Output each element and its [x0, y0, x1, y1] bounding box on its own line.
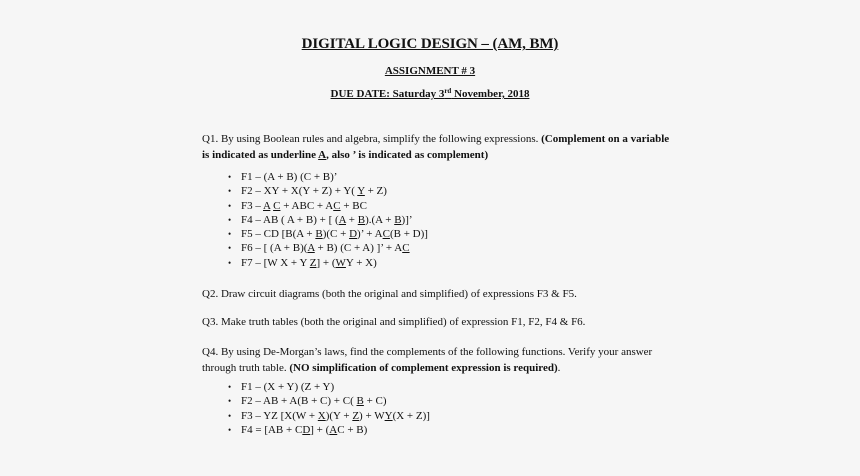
expression-text: ] + ( — [316, 256, 336, 269]
question-1-text: Q1. By using Boolean rules and algebra, simplify the following expressions. — [202, 133, 542, 145]
expression-text: ] + ( — [310, 423, 330, 436]
question-4-note: (NO simplification of complement expression is required) — [289, 362, 558, 374]
expression-text: C + B) — [337, 423, 368, 436]
expression-text: F1 – (A + B) (C + B)’ — [241, 171, 338, 183]
expression-text: ).(A + — [365, 213, 395, 226]
complemented-variable: D — [302, 423, 311, 436]
complemented-variable: A — [338, 213, 347, 226]
expression-item — [228, 423, 430, 437]
expression-text: F1 – (X + Y) (Z + Y) — [241, 381, 335, 393]
expression-item — [228, 394, 430, 408]
bullet-icon: • — [228, 396, 232, 407]
expression-item — [228, 241, 428, 255]
document-title: DIGITAL LOGIC DESIGN – (AM, BM) — [301, 36, 559, 52]
note-underlined-var: A — [318, 149, 327, 161]
complemented-variable: B — [357, 213, 366, 226]
question-3: Q3. Make truth tables (both the original and simplified) of expression F1, F2, F4 & F6. — [202, 316, 586, 328]
bullet-icon: • — [228, 243, 232, 254]
bullet-icon: • — [228, 214, 232, 225]
question-4-tail: . — [557, 362, 561, 374]
complemented-variable: X — [317, 409, 326, 422]
bullet-icon: • — [228, 410, 232, 421]
note-post: , also ’ is indicated as complement) — [326, 149, 489, 161]
complemented-variable: C — [333, 199, 341, 212]
expression-text: F6 – [ (A + B)( — [241, 242, 308, 255]
note-pre: (Complement on a variable is indicated as underline — [202, 133, 670, 161]
bullet-icon: • — [228, 424, 232, 435]
expression-item — [228, 409, 430, 423]
expression-text: )’ + A — [357, 228, 383, 241]
question-1 — [202, 131, 672, 163]
complemented-variable: C — [402, 242, 410, 255]
complemented-variable: C — [273, 199, 281, 212]
complemented-variable: B — [394, 213, 402, 226]
due-date-ordinal: rd — [444, 87, 452, 95]
expression-item — [228, 380, 430, 394]
complemented-variable: A — [263, 199, 271, 212]
complemented-variable: Z — [309, 256, 317, 269]
due-date-suffix: November, 2018 — [451, 88, 530, 100]
bullet-icon: • — [228, 172, 232, 182]
expression-item — [228, 170, 428, 184]
question-4 — [202, 344, 672, 376]
expression-text: )(Y + — [325, 409, 353, 422]
complemented-variable: C — [382, 228, 390, 241]
expression-text: + — [346, 213, 358, 226]
bullet-icon: • — [228, 229, 232, 240]
expression-item — [228, 227, 428, 241]
complemented-variable: Y — [357, 185, 365, 198]
question-2: Q2. Draw circuit diagrams (both the original and simplified) of expressions F3 & F5. — [202, 288, 577, 300]
complemented-variable: B — [356, 395, 364, 408]
question-4-expressions — [228, 380, 430, 437]
question-1-expressions — [228, 170, 428, 270]
expression-text: Y + X) — [345, 256, 377, 269]
bullet-icon: • — [228, 382, 232, 392]
expression-text: F3 – YZ [X(W + — [241, 409, 318, 422]
bullet-icon: • — [228, 200, 232, 211]
expression-text: F5 – CD [B(A + — [241, 228, 316, 241]
expression-text: F4 = [AB + C — [241, 423, 303, 436]
expression-text: F3 – — [241, 199, 264, 212]
expression-item — [228, 199, 428, 213]
due-date-prefix: DUE DATE: Saturday 3 — [330, 88, 445, 100]
expression-text: + BC — [340, 199, 367, 212]
complemented-variable: A — [329, 423, 338, 436]
complemented-variable: A — [307, 242, 315, 255]
expression-item — [228, 256, 428, 270]
question-4-text: Q4. By using De-Morgan’s laws, find the complements of the following functions. Verify your answer through truth table. — [202, 346, 653, 374]
expression-text: (B + D)] — [389, 228, 428, 241]
complemented-variable: B — [315, 228, 323, 241]
expression-text: )]’ — [401, 213, 413, 226]
complemented-variable: D — [349, 228, 358, 241]
expression-text: F2 – AB + A(B + C) + C( — [241, 395, 357, 408]
expression-text: (X + Z)] — [392, 409, 430, 422]
due-date — [0, 88, 860, 100]
bullet-icon: • — [228, 186, 232, 197]
assignment-number: ASSIGNMENT # 3 — [384, 65, 476, 77]
expression-text: + ABC + A — [280, 199, 334, 212]
expression-text: + Z) — [364, 185, 387, 198]
bullet-icon: • — [228, 257, 232, 268]
expression-item — [228, 184, 428, 198]
expression-text: + B) (C + A) ]’ + A — [314, 242, 403, 255]
expression-text: )(C + — [322, 228, 350, 241]
complemented-variable: W — [335, 256, 346, 269]
expression-item — [228, 213, 428, 227]
complemented-variable: Y — [384, 409, 393, 422]
expression-text: ) + W — [359, 409, 385, 422]
complemented-variable: Z — [352, 409, 360, 422]
expression-text: F4 – AB ( A + B) + [ ( — [241, 213, 339, 226]
expression-text: + C) — [363, 395, 387, 408]
expression-text: F7 – [W X + Y — [241, 256, 310, 269]
expression-text: F2 – XY + X(Y + Z) + Y( — [241, 185, 358, 198]
